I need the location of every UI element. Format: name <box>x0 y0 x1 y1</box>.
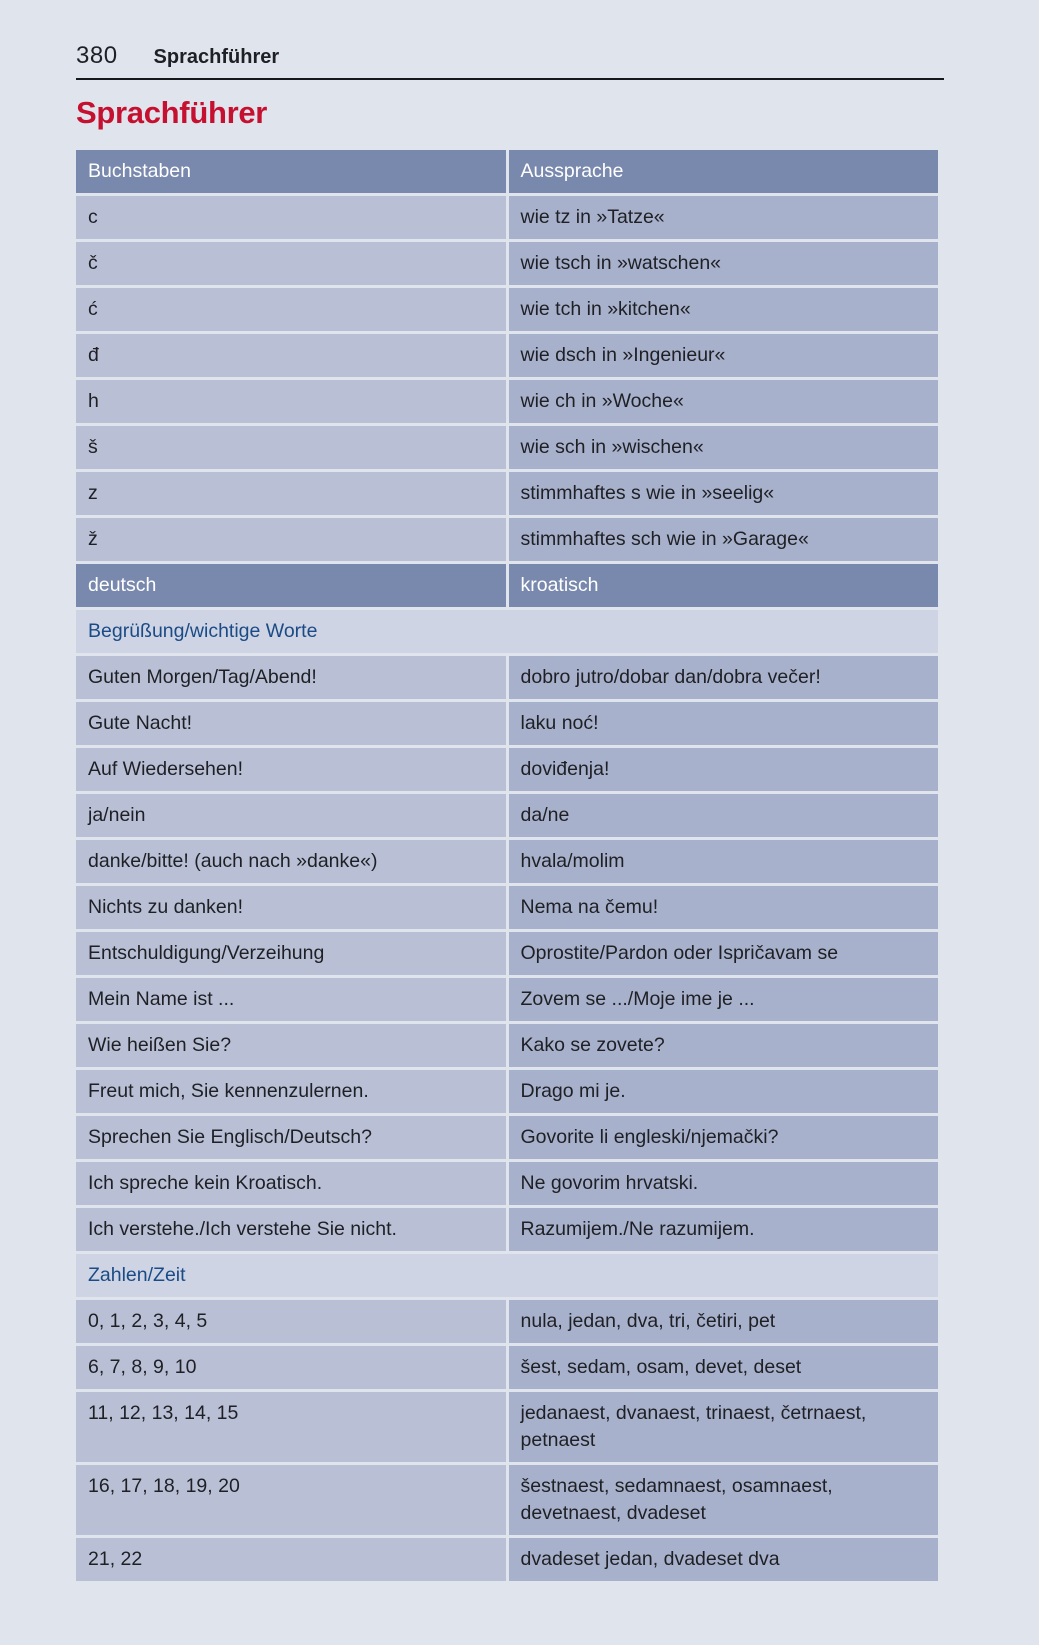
phrase-row <box>76 794 938 837</box>
croatian-cell: Ne govorim hrvatski. <box>509 1162 939 1205</box>
phrase-row <box>76 1346 938 1389</box>
phrase-row <box>76 932 938 975</box>
running-header-title: Sprachführer <box>153 46 280 68</box>
phrase-table-body <box>76 150 938 1581</box>
phrase-row <box>76 1024 938 1067</box>
pronunciation-cell: wie sch in »wischen« <box>509 426 939 469</box>
german-cell: 21, 22 <box>76 1538 506 1581</box>
running-head <box>76 42 944 80</box>
croatian-cell: Govorite li engleski/njemački? <box>509 1116 939 1159</box>
letter-cell: đ <box>76 334 506 377</box>
column-header-buchstaben: Buchstaben <box>76 150 506 193</box>
croatian-cell: Zovem se .../Moje ime je ... <box>509 978 939 1021</box>
letter-cell: ć <box>76 288 506 331</box>
letter-cell: h <box>76 380 506 423</box>
phrase-row <box>76 1465 938 1535</box>
language-header-row <box>76 564 938 607</box>
section-header: Zahlen/Zeit <box>76 1254 938 1297</box>
croatian-cell: Oprostite/Pardon oder Ispričavam se <box>509 932 939 975</box>
croatian-cell: da/ne <box>509 794 939 837</box>
letter-row <box>76 472 938 515</box>
pronunciation-cell: stimmhaftes s wie in »seelig« <box>509 472 939 515</box>
page-title: Sprachführer <box>76 95 268 130</box>
croatian-cell: jedanaest, dvanaest, trinaest, četrnaest, petnaest <box>509 1392 939 1462</box>
phrase-row <box>76 1162 938 1205</box>
letter-cell: š <box>76 426 506 469</box>
german-cell: Entschuldigung/Verzeihung <box>76 932 506 975</box>
german-cell: Ich spreche kein Kroatisch. <box>76 1162 506 1205</box>
german-cell: Gute Nacht! <box>76 702 506 745</box>
croatian-cell: šest, sedam, osam, devet, deset <box>509 1346 939 1389</box>
german-cell: 0, 1, 2, 3, 4, 5 <box>76 1300 506 1343</box>
phrase-row <box>76 1300 938 1343</box>
phrase-table <box>73 147 941 1584</box>
letter-row <box>76 426 938 469</box>
croatian-cell: Nema na čemu! <box>509 886 939 929</box>
croatian-cell: laku noć! <box>509 702 939 745</box>
croatian-cell: šestnaest, sedamnaest, osamnaest, devetnaest, dvadeset <box>509 1465 939 1535</box>
column-header-deutsch: deutsch <box>76 564 506 607</box>
section-header-row <box>76 1254 938 1297</box>
croatian-cell: doviđenja! <box>509 748 939 791</box>
pronunciation-cell: wie ch in »Woche« <box>509 380 939 423</box>
german-cell: 16, 17, 18, 19, 20 <box>76 1465 506 1535</box>
phrase-row <box>76 656 938 699</box>
letter-cell: z <box>76 472 506 515</box>
german-cell: 6, 7, 8, 9, 10 <box>76 1346 506 1389</box>
phrase-row <box>76 1538 938 1581</box>
german-cell: Nichts zu danken! <box>76 886 506 929</box>
german-cell: ja/nein <box>76 794 506 837</box>
letter-cell: č <box>76 242 506 285</box>
page-number: 380 <box>76 42 118 69</box>
letter-cell: ž <box>76 518 506 561</box>
croatian-cell: nula, jedan, dva, tri, četiri, pet <box>509 1300 939 1343</box>
croatian-cell: hvala/molim <box>509 840 939 883</box>
german-cell: Wie heißen Sie? <box>76 1024 506 1067</box>
german-cell: Ich verstehe./Ich verstehe Sie nicht. <box>76 1208 506 1251</box>
pronunciation-cell: wie tz in »Tatze« <box>509 196 939 239</box>
pronunciation-cell: wie tsch in »watschen« <box>509 242 939 285</box>
letter-row <box>76 518 938 561</box>
letter-cell: c <box>76 196 506 239</box>
german-cell: Mein Name ist ... <box>76 978 506 1021</box>
croatian-cell: dobro jutro/dobar dan/dobra večer! <box>509 656 939 699</box>
pronunciation-cell: wie tch in »kitchen« <box>509 288 939 331</box>
column-header-aussprache: Aussprache <box>509 150 939 193</box>
phrase-row <box>76 840 938 883</box>
croatian-cell: Drago mi je. <box>509 1070 939 1113</box>
letter-row <box>76 380 938 423</box>
phrase-row <box>76 702 938 745</box>
phrase-row <box>76 1116 938 1159</box>
phrase-row <box>76 886 938 929</box>
section-header: Begrüßung/wichtige Worte <box>76 610 938 653</box>
pronunciation-cell: stimmhaftes sch wie in »Garage« <box>509 518 939 561</box>
german-cell: Freut mich, Sie kennenzulernen. <box>76 1070 506 1113</box>
letter-row <box>76 196 938 239</box>
letter-row <box>76 288 938 331</box>
pronunciation-cell: wie dsch in »Ingenieur« <box>509 334 939 377</box>
croatian-cell: dvadeset jedan, dvadeset dva <box>509 1538 939 1581</box>
german-cell: danke/bitte! (auch nach »danke«) <box>76 840 506 883</box>
letters-header-row <box>76 150 938 193</box>
section-header-row <box>76 610 938 653</box>
phrase-row <box>76 1392 938 1462</box>
german-cell: Auf Wiedersehen! <box>76 748 506 791</box>
croatian-cell: Kako se zovete? <box>509 1024 939 1067</box>
phrase-row <box>76 1070 938 1113</box>
letter-row <box>76 334 938 377</box>
phrase-row <box>76 748 938 791</box>
croatian-cell: Razumijem./Ne razumijem. <box>509 1208 939 1251</box>
column-header-kroatisch: kroatisch <box>509 564 939 607</box>
letter-row <box>76 242 938 285</box>
phrase-row <box>76 978 938 1021</box>
german-cell: Sprechen Sie Englisch/Deutsch? <box>76 1116 506 1159</box>
german-cell: 11, 12, 13, 14, 15 <box>76 1392 506 1462</box>
phrase-row <box>76 1208 938 1251</box>
german-cell: Guten Morgen/Tag/Abend! <box>76 656 506 699</box>
